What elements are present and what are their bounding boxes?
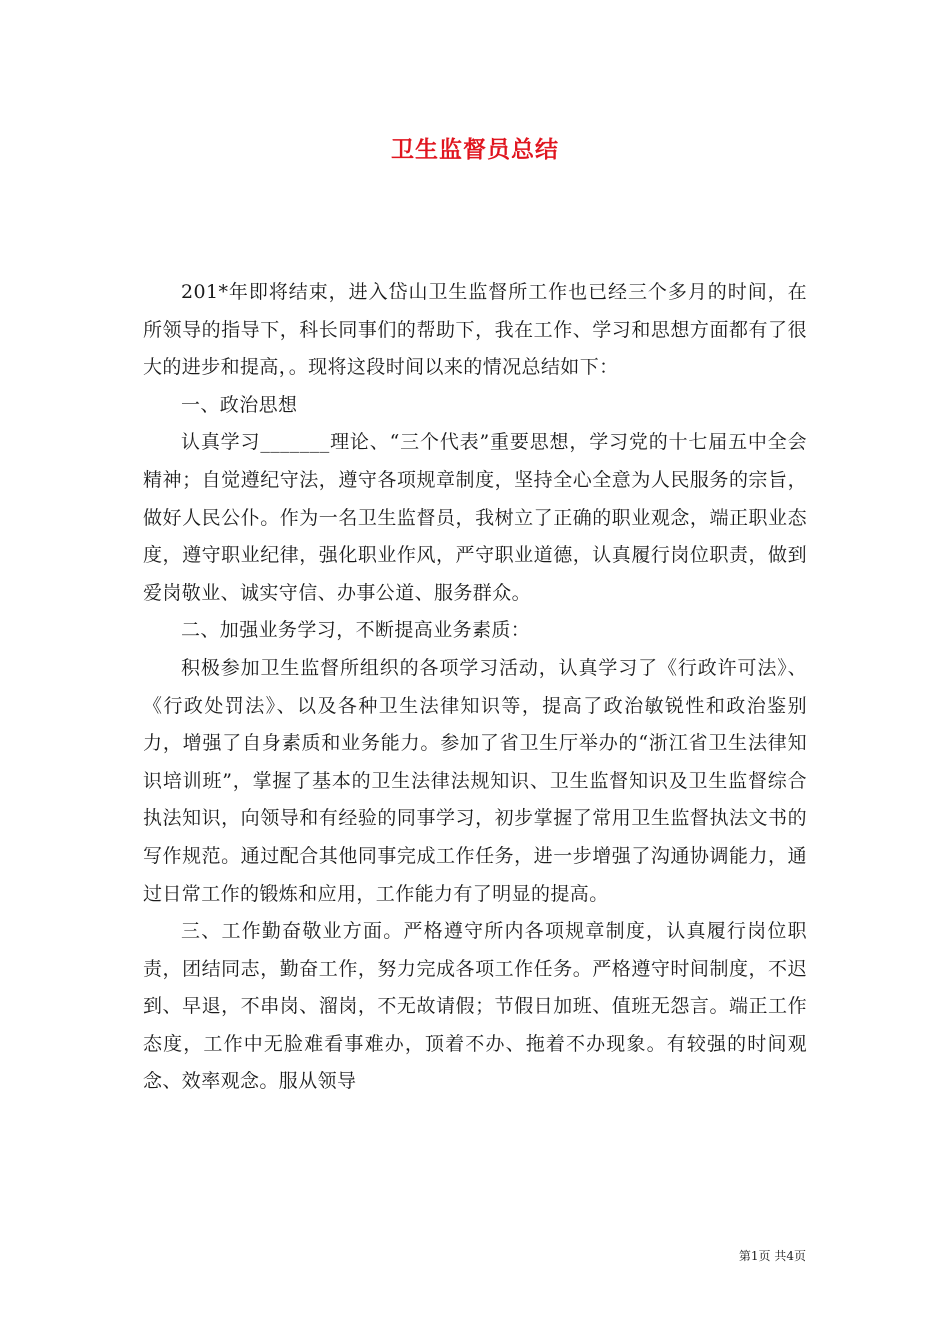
document-title: 卫生监督员总结 — [391, 136, 559, 163]
paragraph-work-attitude: 三、工作勤奋敬业方面。严格遵守所内各项规章制度，认真履行岗位职责，团结同志，勤奋工作，努力完成各项工作任务。严格遵守时间制度，不迟到、早退，不串岗、溜岗，不无故请假；节假日加班、值班无怨言。端正工作态度，工作中无脸难看事难办，顶着不办、拖着不办现象。有较强的时间观念、效率观念。服从领导 — [143, 920, 807, 1093]
paragraph-study: 积极参加卫生监督所组织的各项学习活动，认真学习了《行政许可法》、《行政处罚法》、以及各种卫生法律知识等，提高了政治敏锐性和政治鉴别力，增强了自身素质和业务能力。参加了省卫生厅举办的“浙江省卫生法律知识培训班”，掌握了基本的卫生法律法规知识、卫生监督知识及卫生监督综合执法知识，向领导和有经验的同事学习，初步掌握了常用卫生监督执法文书的写作规范。通过配合其他同事完成工作任务，进一步增强了沟通协调能力，通过日常工作的锻炼和应用，工作能力有了明显的提高。 — [143, 656, 807, 905]
section-heading-politics: 一、政治思想 — [181, 393, 298, 416]
section-heading-study: 二、加强业务学习，不断提高业务素质： — [181, 619, 531, 642]
paragraph-politics: 认真学习_______理论、“三个代表”重要思想，学习党的十七届五中全会精神；自觉遵纪守法，遵守各项规章制度，坚持全心全意为人民服务的宗旨，做好人民公仆。作为一名卫生监督员，我树立了正确的职业观念，端正职业态度，遵守职业纪律，强化职业作风，严守职业道德，认真履行岗位职责，做到爱岗敬业、诚实守信、办事公道、服务群众。 — [143, 431, 807, 604]
page-number: 第1页 共4页 — [738, 1249, 806, 1263]
document-body — [143, 274, 807, 1101]
paragraph-intro: 201*年即将结束，进入岱山卫生监督所工作也已经三个多月的时间，在所领导的指导下，科长同事们的帮助下，我在工作、学习和思想方面都有了很大的进步和提高，。现将这段时间以来的情况总结如下： — [143, 281, 807, 379]
